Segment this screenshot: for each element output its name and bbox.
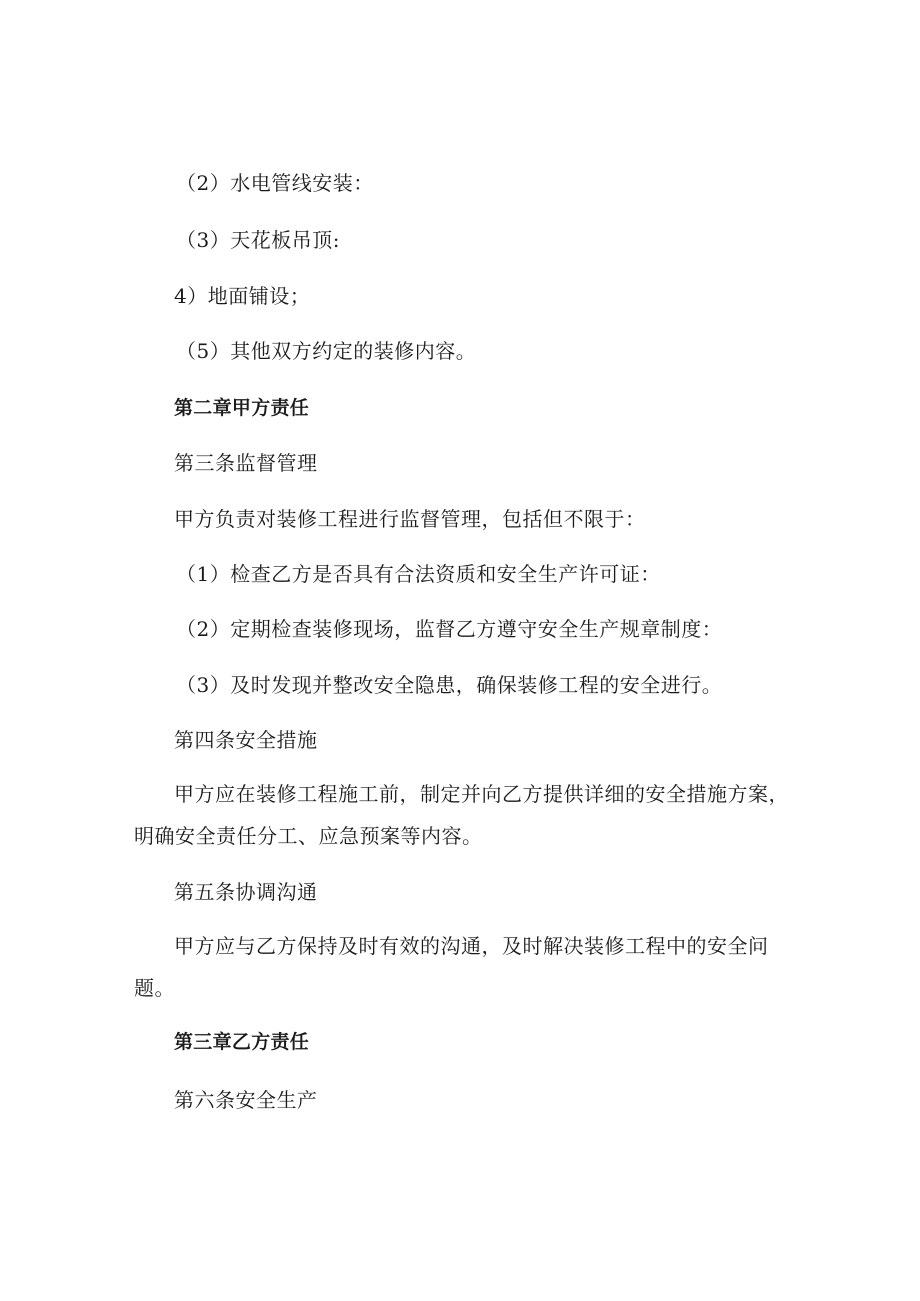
list-item-4: 4）地面铺设；	[174, 284, 311, 308]
article-3-item-3: （3）及时发现并整改安全隐患，确保装修工程的安全进行。	[176, 673, 723, 697]
article-5-paragraph-line-2: 题。	[134, 976, 175, 1000]
article-3-intro: 甲方负责对装修工程进行监督管理，包括但不限于：	[174, 507, 646, 531]
article-3-item-2: （2）定期检查装修现场，监督乙方遵守安全生产规章制度：	[176, 617, 723, 641]
article-3-title: 第三条监督管理	[174, 451, 318, 475]
article-4-title: 第四条安全措施	[174, 728, 318, 752]
list-item-2: （2）水电管线安装：	[176, 171, 374, 195]
list-item-5: （5）其他双方约定的装修内容。	[176, 339, 477, 363]
article-5-paragraph-line-1: 甲方应与乙方保持及时有效的沟通，及时解决装修工程中的安全问	[174, 934, 769, 958]
article-4-paragraph-line-1: 甲方应在装修工程施工前，制定并向乙方提供详细的安全措施方案，	[174, 782, 789, 806]
article-6-title: 第六条安全生产	[174, 1088, 318, 1112]
article-5-title: 第五条协调沟通	[174, 880, 318, 904]
article-3-item-1: （1）检查乙方是否具有合法资质和安全生产许可证：	[176, 562, 661, 586]
list-item-3: （3）天花板吊顶:	[176, 228, 340, 252]
article-4-paragraph-line-2: 明确安全责任分工、应急预案等内容。	[134, 824, 483, 848]
chapter-3-heading: 第三章乙方责任	[174, 1031, 310, 1053]
chapter-2-heading: 第二章甲方责任	[174, 397, 310, 419]
